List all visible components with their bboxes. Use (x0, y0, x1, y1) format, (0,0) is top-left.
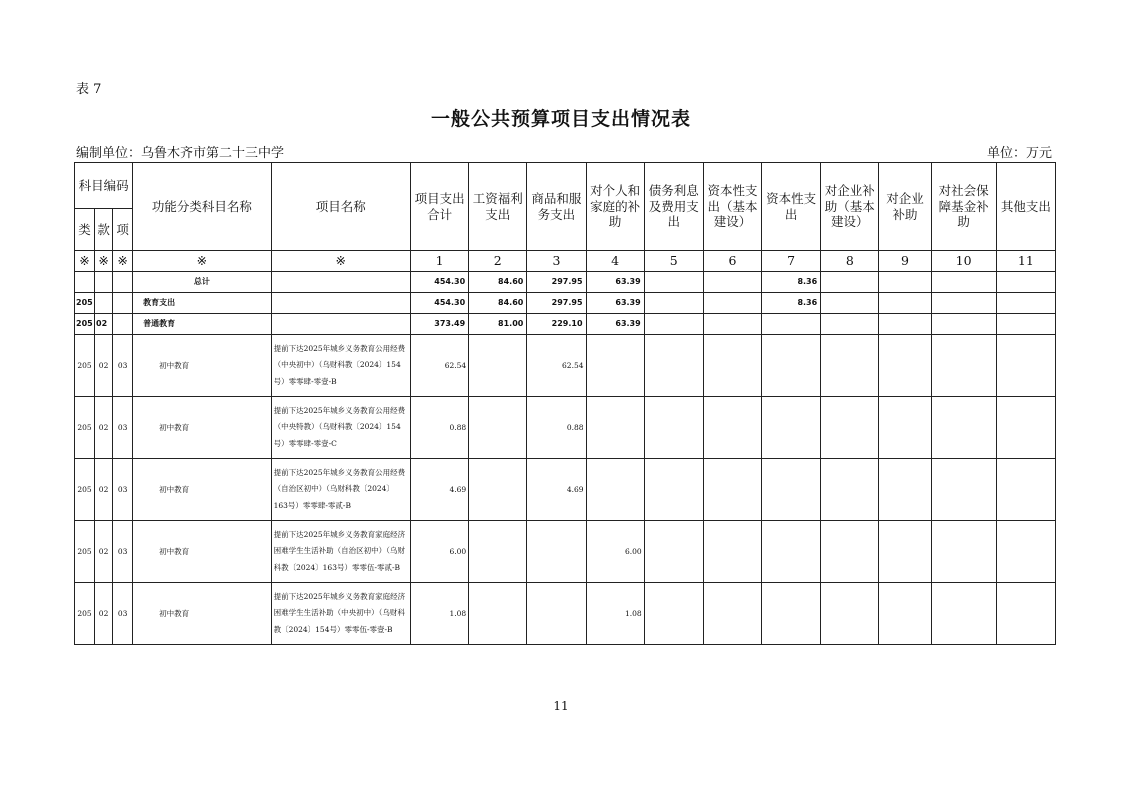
value-cell (931, 521, 996, 583)
kuan-header: 款 (95, 209, 113, 251)
index-cell: 10 (931, 251, 996, 272)
value-cell (469, 521, 527, 583)
value-cell (996, 397, 1055, 459)
kuan-cell: 02 (95, 583, 113, 645)
proj-name-header: 项目名称 (271, 163, 410, 251)
proj-name-cell (271, 272, 410, 293)
value-cell (469, 459, 527, 521)
compiling-unit: 编制单位：乌鲁木齐市第二十三中学 (76, 146, 285, 161)
value-cell (469, 583, 527, 645)
page-number: 11 (553, 699, 569, 713)
index-cell: 11 (996, 251, 1055, 272)
value-cell (703, 459, 761, 521)
value-cell: 62.54 (411, 335, 469, 397)
value-cell: 8.36 (762, 272, 821, 293)
value-cell: 297.95 (527, 293, 586, 314)
value-cell (879, 459, 931, 521)
index-cell: 5 (644, 251, 703, 272)
func-name-cell: 初中教育 (133, 459, 271, 521)
col-header-total: 项目支出合计 (411, 163, 469, 251)
func-name-header: 功能分类科目名称 (133, 163, 271, 251)
value-cell: 6.00 (586, 521, 644, 583)
col-header-personal-subsidy: 对个人和家庭的补助 (586, 163, 644, 251)
value-cell (703, 521, 761, 583)
value-cell (879, 335, 931, 397)
func-name-cell: 普通教育 (133, 314, 271, 335)
func-name-cell: 总计 (133, 272, 271, 293)
lei-cell: 205 (75, 335, 95, 397)
index-cell: 6 (703, 251, 761, 272)
index-cell: 9 (879, 251, 931, 272)
value-cell: 62.54 (527, 335, 586, 397)
col-header-capital: 资本性支出 (762, 163, 821, 251)
value-cell: 84.60 (469, 272, 527, 293)
value-cell (879, 314, 931, 335)
table-number: 表 7 (76, 82, 102, 97)
kuan-cell (95, 272, 113, 293)
value-cell (821, 293, 879, 314)
value-cell (703, 314, 761, 335)
value-cell (879, 293, 931, 314)
value-cell: 1.08 (586, 583, 644, 645)
value-cell: 6.00 (411, 521, 469, 583)
index-row (75, 251, 1056, 272)
value-cell (996, 583, 1055, 645)
value-cell: 454.30 (411, 293, 469, 314)
lei-cell: 205 (75, 521, 95, 583)
value-cell (762, 314, 821, 335)
value-cell (996, 314, 1055, 335)
value-cell (996, 521, 1055, 583)
value-cell (996, 459, 1055, 521)
col-header-goods-services: 商品和服务支出 (527, 163, 586, 251)
value-cell (762, 583, 821, 645)
table-row (75, 583, 1056, 645)
xiang-cell: 03 (113, 521, 133, 583)
proj-name-cell: 提前下达2025年城乡义务教育公用经费（自治区初中）（乌财科教〔2024〕163号）零零肆-零贰-B (271, 459, 410, 521)
kuan-cell (95, 293, 113, 314)
lei-cell: 205 (75, 459, 95, 521)
value-cell (762, 335, 821, 397)
lei-header: 类 (75, 209, 95, 251)
kuan-cell: 02 (95, 397, 113, 459)
summary-row (75, 293, 1056, 314)
mark-cell: ※ (113, 251, 133, 272)
value-cell (762, 397, 821, 459)
value-cell (703, 335, 761, 397)
value-cell (931, 397, 996, 459)
table-row (75, 335, 1056, 397)
value-cell (762, 459, 821, 521)
proj-name-cell (271, 314, 410, 335)
value-cell: 0.88 (527, 397, 586, 459)
value-cell: 63.39 (586, 314, 644, 335)
value-cell (644, 583, 703, 645)
value-cell: 63.39 (586, 293, 644, 314)
summary-row (75, 314, 1056, 335)
summary-row (75, 272, 1056, 293)
value-cell (703, 293, 761, 314)
table-row (75, 521, 1056, 583)
value-cell (879, 521, 931, 583)
xiang-cell: 03 (113, 583, 133, 645)
value-cell (821, 335, 879, 397)
value-cell (879, 583, 931, 645)
value-cell (931, 293, 996, 314)
value-cell (996, 272, 1055, 293)
value-cell: 0.88 (411, 397, 469, 459)
xiang-cell: 03 (113, 459, 133, 521)
index-cell: 7 (762, 251, 821, 272)
proj-name-cell: 提前下达2025年城乡义务教育公用经费（中央初中）（乌财科教〔2024〕154号）零零肆-零壹-B (271, 335, 410, 397)
col-header-other: 其他支出 (996, 163, 1055, 251)
func-name-cell: 初中教育 (133, 335, 271, 397)
col-header-wages: 工资福利支出 (469, 163, 527, 251)
col-header-enterprise: 对企业补助 (879, 163, 931, 251)
value-cell (879, 397, 931, 459)
value-cell (527, 583, 586, 645)
value-cell (644, 314, 703, 335)
index-cell: 1 (411, 251, 469, 272)
value-cell: 4.69 (527, 459, 586, 521)
value-cell (469, 335, 527, 397)
value-cell (821, 459, 879, 521)
value-cell (762, 521, 821, 583)
currency-unit: 单位：万元 (986, 146, 1052, 161)
value-cell: 84.60 (469, 293, 527, 314)
value-cell (931, 459, 996, 521)
mark-cell: ※ (95, 251, 113, 272)
lei-cell: 205 (75, 583, 95, 645)
value-cell (996, 293, 1055, 314)
value-cell (586, 335, 644, 397)
value-cell: 8.36 (762, 293, 821, 314)
col-header-social-security: 对社会保障基金补助 (931, 163, 996, 251)
kuan-cell: 02 (95, 459, 113, 521)
lei-cell: 205 (75, 314, 95, 335)
value-cell (821, 314, 879, 335)
proj-name-cell: 提前下达2025年城乡义务教育家庭经济困难学生生活补助（中央初中）（乌财科教〔2024〕154号）零零伍-零壹-B (271, 583, 410, 645)
value-cell (703, 397, 761, 459)
proj-name-cell: 提前下达2025年城乡义务教育家庭经济困难学生生活补助（自治区初中）（乌财科教〔2024〕163号）零零伍-零贰-B (271, 521, 410, 583)
value-cell: 63.39 (586, 272, 644, 293)
index-cell: 8 (821, 251, 879, 272)
mark-cell: ※ (75, 251, 95, 272)
xiang-cell (113, 293, 133, 314)
value-cell: 81.00 (469, 314, 527, 335)
page-title: 一般公共预算项目支出情况表 (430, 108, 691, 130)
value-cell: 454.30 (411, 272, 469, 293)
value-cell (469, 397, 527, 459)
col-header-debt-interest: 债务利息及费用支出 (644, 163, 703, 251)
value-cell (931, 314, 996, 335)
value-cell (703, 583, 761, 645)
xiang-header: 项 (113, 209, 133, 251)
value-cell: 297.95 (527, 272, 586, 293)
value-cell (821, 272, 879, 293)
value-cell (644, 397, 703, 459)
index-cell: 4 (586, 251, 644, 272)
kuan-cell: 02 (95, 314, 113, 335)
proj-name-cell (271, 293, 410, 314)
value-cell: 373.49 (411, 314, 469, 335)
value-cell (821, 397, 879, 459)
value-cell: 229.10 (527, 314, 586, 335)
xiang-cell (113, 314, 133, 335)
func-name-cell: 初中教育 (133, 521, 271, 583)
lei-cell: 205 (75, 397, 95, 459)
xiang-cell: 03 (113, 335, 133, 397)
func-name-cell: 教育支出 (133, 293, 271, 314)
kuan-cell: 02 (95, 521, 113, 583)
mark-cell: ※ (133, 251, 271, 272)
value-cell (996, 335, 1055, 397)
kuan-cell: 02 (95, 335, 113, 397)
table-row (75, 397, 1056, 459)
proj-name-cell: 提前下达2025年城乡义务教育公用经费（中央特教）（乌财科教〔2024〕154号）零零肆-零壹-C (271, 397, 410, 459)
col-header-enterprise-construction: 对企业补助（基本建设） (821, 163, 879, 251)
value-cell (644, 459, 703, 521)
func-name-cell: 初中教育 (133, 397, 271, 459)
budget-table (74, 162, 1056, 645)
value-cell (703, 272, 761, 293)
value-cell (644, 293, 703, 314)
mark-cell: ※ (271, 251, 410, 272)
xiang-cell: 03 (113, 397, 133, 459)
value-cell: 1.08 (411, 583, 469, 645)
col-header-capital-construction: 资本性支出（基本建设） (703, 163, 761, 251)
lei-cell (75, 272, 95, 293)
value-cell (879, 272, 931, 293)
value-cell (931, 335, 996, 397)
table-row (75, 459, 1056, 521)
subject-code-header: 科目编码 (75, 163, 133, 209)
value-cell (644, 272, 703, 293)
value-cell (821, 583, 879, 645)
index-cell: 3 (527, 251, 586, 272)
value-cell (644, 335, 703, 397)
value-cell (644, 521, 703, 583)
func-name-cell: 初中教育 (133, 583, 271, 645)
xiang-cell (113, 272, 133, 293)
lei-cell: 205 (75, 293, 95, 314)
value-cell (586, 397, 644, 459)
value-cell: 4.69 (411, 459, 469, 521)
value-cell (931, 583, 996, 645)
value-cell (586, 459, 644, 521)
index-cell: 2 (469, 251, 527, 272)
value-cell (931, 272, 996, 293)
value-cell (527, 521, 586, 583)
value-cell (821, 521, 879, 583)
